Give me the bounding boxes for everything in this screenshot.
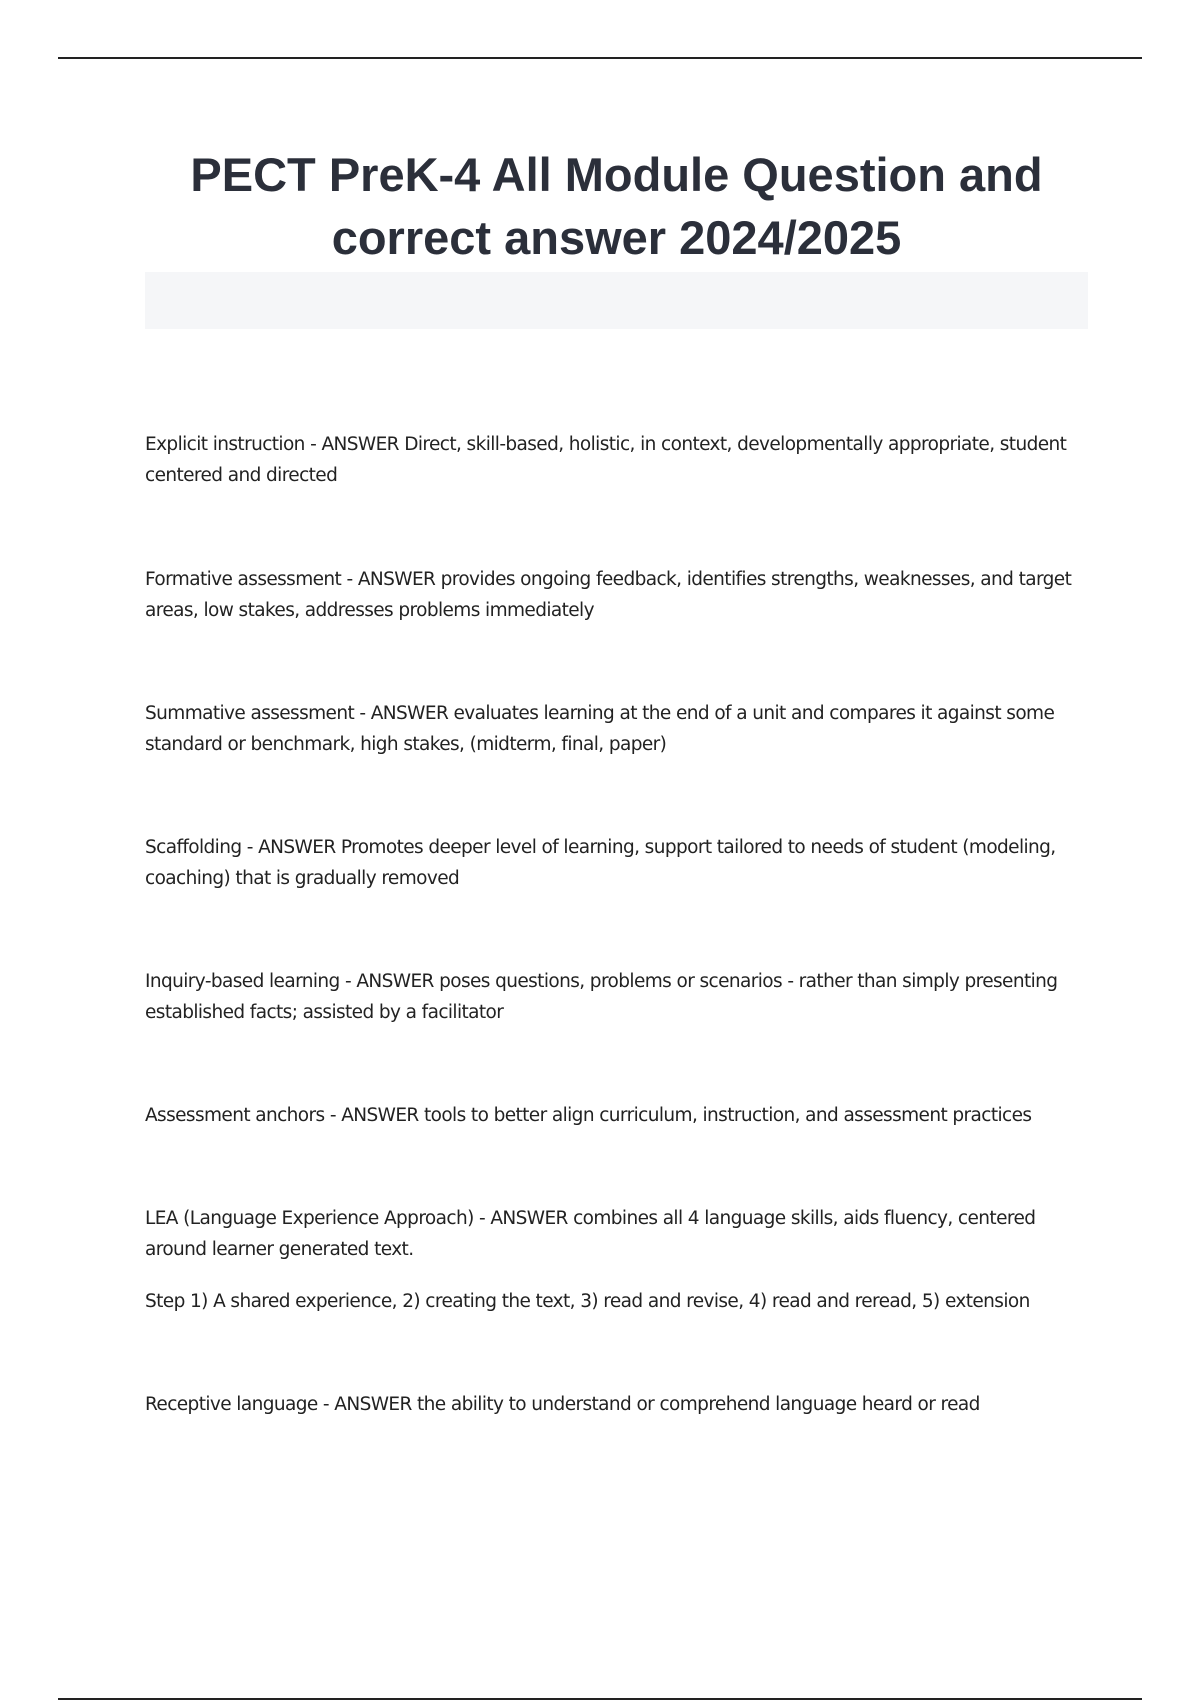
qa-entry-summative-assessment: Summative assessment - ANSWER evaluates learning at the end of a unit and compares it against some standard or benchmark, high stakes, (midterm, final, paper) — [145, 703, 1055, 755]
title-band — [145, 272, 1088, 329]
qa-entry-scaffolding: Scaffolding - ANSWER Promotes deeper level of learning, support tailored to needs of student (modeling, coaching) that is gradually removed — [145, 837, 1056, 889]
qa-entry-inquiry-based-learning: Inquiry-based learning - ANSWER poses questions, problems or scenarios - rather than simply presenting established facts; assisted by a facilitator — [145, 971, 1058, 1023]
qa-entry-explicit-instruction: Explicit instruction - ANSWER Direct, skill-based, holistic, in context, developmentally appropriate, student centered and directed — [145, 434, 1067, 486]
qa-entry-lea: LEA (Language Experience Approach) - ANSWER combines all 4 language skills, aids fluency, centered around learner generated text. — [145, 1208, 1036, 1260]
top-divider — [58, 57, 1142, 59]
document-title: PECT PreK-4 All Module Question and correct answer 2024/2025 — [190, 148, 1043, 264]
qa-entry-assessment-anchors: Assessment anchors - ANSWER tools to better align curriculum, instruction, and assessment practices — [145, 1105, 1032, 1126]
qa-entry-lea-steps: Step 1) A shared experience, 2) creating the text, 3) read and revise, 4) read and reread, 5) extension — [145, 1291, 1030, 1312]
qa-entry-formative-assessment: Formative assessment - ANSWER provides ongoing feedback, identifies strengths, weaknesses, and target areas, low stakes, addresses problems immediately — [145, 569, 1072, 621]
qa-entry-receptive-language: Receptive language - ANSWER the ability to understand or comprehend language heard or read — [145, 1394, 980, 1415]
